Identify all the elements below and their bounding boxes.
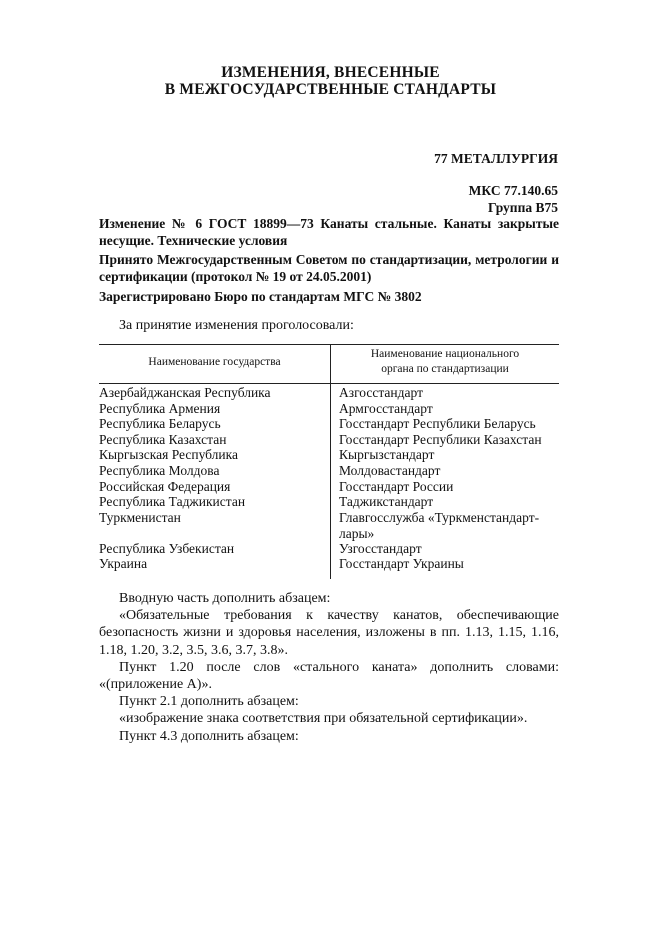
state-name: Украина — [99, 556, 148, 572]
table-row — [0, 479, 661, 495]
organ-name: Госстандарт Республики Беларусь — [339, 416, 536, 432]
organ-name: Молдовастандарт — [339, 462, 441, 478]
body-paragraph: Пункт 4.3 дополнить абзацем: — [119, 728, 299, 744]
table-header-organ-line2: органа по стандартизации — [381, 363, 509, 375]
accepted-note: Принято Межгосударственным Советом по стандартизации, метрологии и сертификации (протокол № 19 от 24.05.2001) — [99, 252, 559, 284]
state-name: Туркменистан — [99, 509, 181, 525]
table-top-rule — [99, 344, 559, 345]
organ-name: Кыргызстандарт — [339, 447, 435, 463]
state-name: Республика Армения — [99, 400, 221, 416]
organ-name: Госстандарт России — [339, 478, 454, 494]
organ-name: Узгосстандарт — [339, 540, 422, 556]
registered-note: Зарегистрировано Бюро по стандартам МГС № 3802 — [99, 289, 422, 304]
table-row — [0, 432, 661, 448]
table-header-state: Наименование государства — [148, 356, 281, 368]
organ-name: Азгосстандарт — [339, 385, 423, 400]
voted-intro: За принятие изменения проголосовали: — [119, 318, 354, 333]
organ-name: Таджикстандарт — [339, 494, 434, 510]
table-row — [0, 556, 661, 572]
body-paragraph: «Обязательные требования к качеству канатов, обеспечивающие безопасность жизни и здоровья населения, изложены в пп. 1.13, 1.15, 1.16, 1.18, 1.20, 3.2, 3.5, 3.6, 3.7, 3.8». — [99, 608, 559, 658]
state-name: Республика Узбекистан — [99, 540, 235, 556]
group-code: Группа В75 — [487, 200, 558, 215]
organ-name — [339, 510, 539, 542]
body-paragraph: Вводную часть дополнить абзацем: — [119, 591, 331, 606]
body-paragraph: Пункт 2.1 дополнить абзацем: — [119, 694, 299, 710]
table-row — [0, 510, 661, 541]
table-row — [0, 447, 661, 463]
organ-name: Госстандарт Украины — [339, 556, 464, 572]
table-row — [0, 494, 661, 510]
table-header-rule — [99, 383, 559, 384]
table-row — [0, 401, 661, 417]
state-name: Азербайджанская Республика — [99, 385, 271, 400]
state-name: Кыргызская Республика — [99, 447, 238, 463]
table-row — [0, 416, 661, 432]
state-name: Республика Казахстан — [99, 431, 227, 447]
amendment-body — [99, 590, 559, 745]
document-title-line1: ИЗМЕНЕНИЯ, ВНЕСЕННЫЕ — [221, 64, 440, 81]
table-header-organ-line1: Наименование национального — [370, 348, 520, 360]
section-heading: 77 МЕТАЛЛУРГИЯ — [434, 151, 558, 166]
state-name: Республика Молдова — [99, 462, 220, 478]
table-row — [0, 385, 661, 401]
state-name: Российская Федерация — [99, 478, 231, 494]
table-row — [0, 463, 661, 479]
table-header-organ — [331, 347, 559, 377]
table-row — [0, 541, 661, 557]
organ-name: Армгосстандарт — [339, 400, 433, 416]
organ-name-line1: Главгосслужба «Туркменстандарт- — [339, 509, 540, 525]
organ-name-line2: лары» — [339, 525, 375, 541]
state-name: Республика Беларусь — [99, 416, 221, 432]
organ-name: Госстандарт Республики Казахстан — [339, 431, 542, 447]
state-name: Республика Таджикистан — [99, 494, 246, 510]
body-paragraph: «изображение знака соответствия при обязательной сертификации». — [119, 711, 528, 727]
document-title-line2: В МЕЖГОСУДАРСТВЕННЫЕ СТАНДАРТЫ — [164, 81, 497, 98]
mks-code: МКС 77.140.65 — [468, 183, 558, 198]
amendment-title: Изменение № 6 ГОСТ 18899—73 Канаты стальные. Канаты закрытые несущие. Технические условия — [99, 216, 559, 248]
voting-table-body — [0, 385, 661, 572]
body-paragraph: Пункт 1.20 после слов «стального каната» дополнить словами: «(приложение А)». — [99, 659, 559, 693]
